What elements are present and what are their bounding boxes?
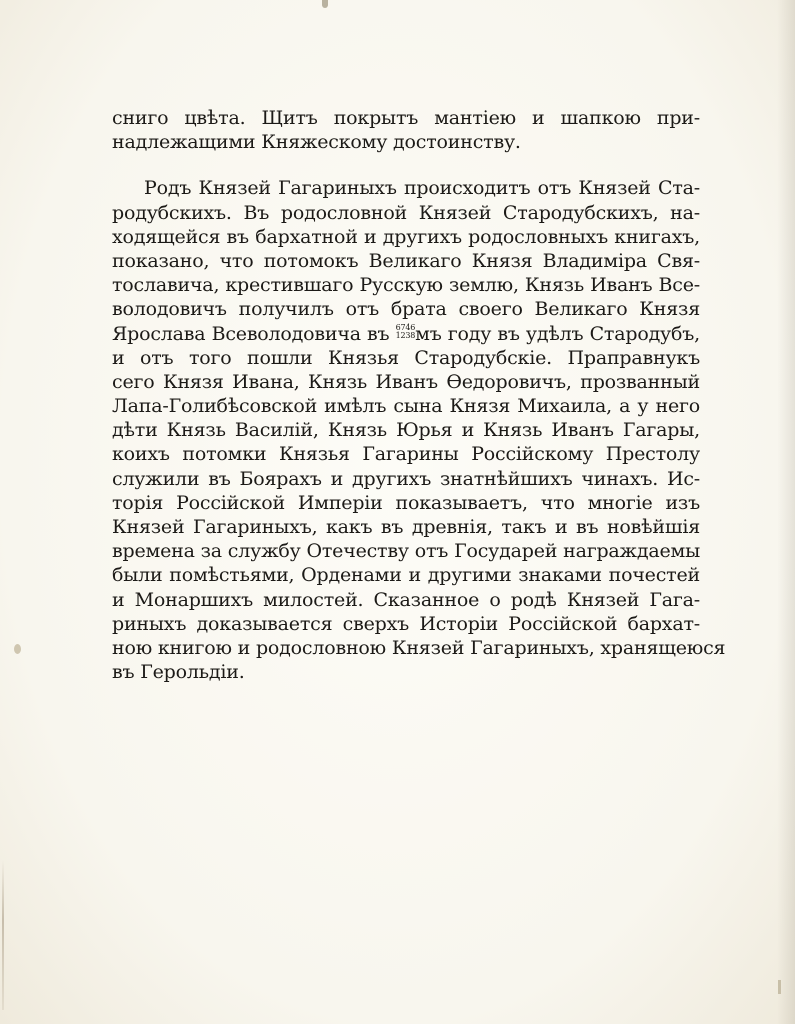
text-line: дѣти Князь Василій, Князь Юрья и Князь Иванъ Гагары, [112, 419, 700, 442]
text-line: торія Россійской Имперіи показываетъ, что многіе изъ [112, 491, 700, 514]
text-line-with-year [112, 322, 700, 346]
text-line: Князей Гагариныхъ, какъ въ древнія, такъ и въ новѣйшія [112, 516, 700, 538]
text-line: ною книгою и родословною Князей Гагариныхъ, хранящеюся [112, 636, 726, 659]
text-line: Родъ Князей Гагариныхъ происходитъ отъ Князей Ста- [144, 177, 700, 200]
margin-stain [14, 644, 21, 654]
text-line: служили въ Боярахъ и другихъ знатнѣйшихъ чинахъ. Ис- [112, 467, 700, 490]
page-edge-shadow [777, 0, 795, 1024]
binding-edge-mark [2, 860, 4, 1010]
text-line: и Монаршихъ милостей. Сказанное о родѣ Князей Гага- [112, 588, 700, 611]
text-line: Лапа-Голибѣсовской имѣлъ сына Князя Михаила, а у него [112, 395, 700, 418]
text-line: родубскихъ. Въ родословной Князей Стародубскихъ, на- [112, 201, 700, 224]
text-line: ходящейся въ бархатной и другихъ родословныхъ книгахъ, [112, 225, 700, 248]
text-line: были помѣстьями, Орденами и другими знаками почестей [112, 564, 700, 587]
text-line: володовичъ получилъ отъ брата своего Великаго Князя [112, 298, 700, 321]
year-bottom: 1238 [395, 330, 416, 340]
top-edge-mark [322, 0, 328, 8]
paragraph-gap [112, 154, 700, 176]
text-line: времена за службу Отечеству отъ Государей награждаемы [112, 540, 700, 563]
text-line: показано, что потомокъ Великаго Князя Владиміра Свя- [112, 249, 700, 272]
year-stacked [396, 324, 416, 340]
paragraph-gagarin-origin [112, 176, 726, 684]
text-fragment: году въ удѣлъ Стародубъ, [447, 322, 701, 345]
page-text [112, 106, 726, 684]
text-line: и отъ того пошли Князья Стародубскіе. Праправнукъ [112, 346, 700, 369]
paragraph-continuation [112, 106, 700, 154]
corner-mark [778, 980, 781, 994]
year-suffix: мъ [415, 322, 442, 345]
text-line: сниго цвѣта. Щитъ покрытъ мантіею и шапкою при- [112, 107, 700, 129]
text-line: надлежащими Княжескому достоинству. [112, 131, 521, 154]
year-top: 6746 [395, 322, 416, 332]
text-line: риныхъ доказывается сверхъ Исторіи Россійской бархат- [112, 612, 700, 635]
text-line: тославича, крестившаго Русскую землю, Князь Иванъ Все- [112, 274, 700, 297]
text-line: въ Герольдіи. [112, 661, 245, 684]
text-line: коихъ потомки Князья Гагарины Россійскому Престолу [112, 443, 700, 466]
text-line: сего Князя Ивана, Князь Иванъ Ѳедоровичъ, прозванный [112, 370, 700, 393]
text-fragment: Ярослава Всеволодовича въ [112, 322, 390, 345]
